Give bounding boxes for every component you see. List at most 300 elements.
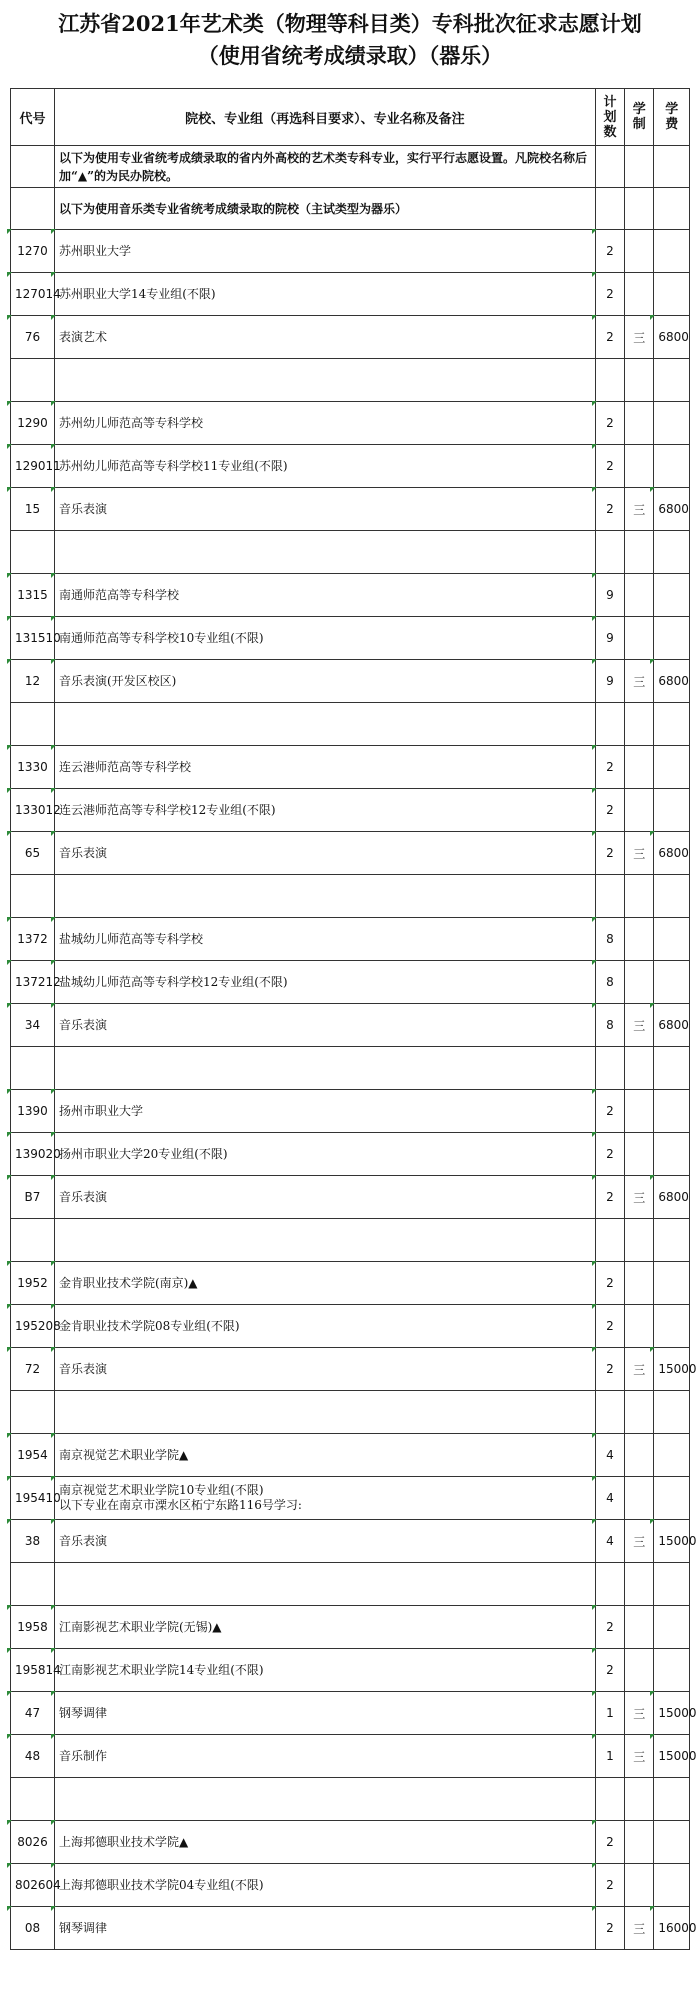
row-fee — [654, 1563, 690, 1606]
row-fee: 6800 — [654, 488, 690, 531]
row-fee — [654, 1305, 690, 1348]
row-fee — [654, 1477, 690, 1520]
row-name-text: 苏州幼儿师范高等专科学校11专业组(不限) — [58, 458, 288, 473]
table-row — [11, 1520, 690, 1563]
header-name: 院校、专业组（再选科目要求）、专业名称及备注 — [54, 89, 595, 146]
row-code: 72 — [11, 1348, 55, 1391]
table-row — [11, 875, 690, 918]
row-plan: 1 — [595, 1735, 624, 1778]
row-plan: 8 — [595, 1004, 624, 1047]
notice-row — [11, 188, 690, 230]
row-name-text: 音乐表演 — [58, 1533, 107, 1548]
row-plan — [595, 1219, 624, 1262]
row-length: 三 — [625, 316, 654, 359]
row-name-text: 音乐表演(开发区校区) — [58, 673, 177, 688]
row-fee — [654, 918, 690, 961]
row-fee — [654, 875, 690, 918]
row-code: 47 — [11, 1692, 55, 1735]
row-name — [54, 832, 595, 875]
row-name — [54, 961, 595, 1004]
row-name — [54, 1004, 595, 1047]
row-name-text: 扬州市职业大学 — [58, 1103, 143, 1118]
row-name-text: 金肯职业技术学院(南京)▲ — [58, 1275, 198, 1290]
table-row — [11, 961, 690, 1004]
row-name-text: 金肯职业技术学院08专业组(不限) — [58, 1318, 240, 1333]
row-plan: 2 — [595, 1821, 624, 1864]
row-length — [625, 703, 654, 746]
row-length — [625, 574, 654, 617]
table-row — [11, 402, 690, 445]
notice-code-cell — [11, 188, 55, 230]
table-row — [11, 660, 690, 703]
row-length: 三 — [625, 1176, 654, 1219]
row-length — [625, 273, 654, 316]
table-row — [11, 1004, 690, 1047]
row-name — [54, 1262, 595, 1305]
row-code — [11, 359, 55, 402]
row-code: 131510 — [11, 617, 55, 660]
header-code: 代号 — [11, 89, 55, 146]
row-note-text: 以下专业在南京市溧水区柘宁东路116号学习: — [58, 1498, 302, 1512]
row-name — [54, 1520, 595, 1563]
row-plan — [595, 875, 624, 918]
row-fee: 6800 — [654, 1176, 690, 1219]
row-name — [54, 1821, 595, 1864]
row-plan: 4 — [595, 1520, 624, 1563]
row-length — [625, 402, 654, 445]
row-fee — [654, 402, 690, 445]
row-plan: 9 — [595, 617, 624, 660]
row-length — [625, 1778, 654, 1821]
row-code: 1315 — [11, 574, 55, 617]
row-length — [625, 1305, 654, 1348]
row-name — [54, 1649, 595, 1692]
row-length — [625, 230, 654, 273]
row-length — [625, 1219, 654, 1262]
row-plan: 9 — [595, 660, 624, 703]
row-code: 08 — [11, 1907, 55, 1950]
row-fee — [654, 1219, 690, 1262]
header-fee — [654, 89, 690, 146]
row-name — [54, 359, 595, 402]
row-plan: 2 — [595, 1348, 624, 1391]
row-fee — [654, 1778, 690, 1821]
row-name-text: 上海邦德职业技术学院▲ — [58, 1834, 189, 1849]
row-length — [625, 1606, 654, 1649]
table-row — [11, 1477, 690, 1520]
row-name-text: 表演艺术 — [58, 329, 107, 344]
row-name — [54, 1219, 595, 1262]
row-plan: 8 — [595, 961, 624, 1004]
notice-code-cell — [11, 146, 55, 188]
row-fee — [654, 1047, 690, 1090]
row-name — [54, 746, 595, 789]
row-fee: 6800 — [654, 832, 690, 875]
row-name — [54, 1735, 595, 1778]
row-name — [54, 1606, 595, 1649]
row-name-text: 南通师范高等专科学校10专业组(不限) — [58, 630, 264, 645]
row-name — [54, 1348, 595, 1391]
row-length — [625, 1477, 654, 1520]
row-length — [625, 1262, 654, 1305]
row-name-text: 苏州职业大学14专业组(不限) — [58, 286, 216, 301]
row-length: 三 — [625, 1735, 654, 1778]
row-fee — [654, 1090, 690, 1133]
row-length — [625, 1391, 654, 1434]
row-name-text: 南通师范高等专科学校 — [58, 587, 179, 602]
row-code: 34 — [11, 1004, 55, 1047]
row-code: 38 — [11, 1520, 55, 1563]
row-name — [54, 1563, 595, 1606]
row-plan — [595, 1391, 624, 1434]
row-name — [54, 1133, 595, 1176]
row-length — [625, 1649, 654, 1692]
row-code: 1270 — [11, 230, 55, 273]
row-name — [54, 1305, 595, 1348]
row-plan: 9 — [595, 574, 624, 617]
table-row — [11, 1047, 690, 1090]
row-name — [54, 574, 595, 617]
row-name — [54, 918, 595, 961]
row-name — [54, 1047, 595, 1090]
row-fee — [654, 746, 690, 789]
row-name — [54, 1864, 595, 1907]
row-plan — [595, 359, 624, 402]
row-name-text: 扬州市职业大学20专业组(不限) — [58, 1146, 228, 1161]
row-name-text: 钢琴调律 — [58, 1705, 107, 1720]
row-code: 133012 — [11, 789, 55, 832]
row-length: 三 — [625, 660, 654, 703]
row-code — [11, 1391, 55, 1434]
row-fee — [654, 1821, 690, 1864]
notice-empty-cell — [625, 146, 654, 188]
row-length — [625, 1133, 654, 1176]
row-name-text: 苏州幼儿师范高等专科学校 — [58, 415, 203, 430]
enrollment-plan-table — [10, 88, 697, 1950]
row-plan: 2 — [595, 832, 624, 875]
row-fee — [654, 703, 690, 746]
row-plan: 2 — [595, 746, 624, 789]
table-row — [11, 1907, 690, 1950]
row-name — [54, 875, 595, 918]
row-code — [11, 1778, 55, 1821]
row-code: 12 — [11, 660, 55, 703]
row-name — [54, 316, 595, 359]
row-code: 65 — [11, 832, 55, 875]
table-row — [11, 789, 690, 832]
row-name — [54, 660, 595, 703]
header-plan-char: 划 — [603, 109, 617, 125]
document-title: 江苏省2021年艺术类（物理等科目类）专科批次征求志愿计划 — [58, 11, 642, 36]
row-code: 195814 — [11, 1649, 55, 1692]
row-plan: 2 — [595, 1864, 624, 1907]
row-length: 三 — [625, 832, 654, 875]
table-row — [11, 1133, 690, 1176]
row-code — [11, 1219, 55, 1262]
row-plan — [595, 531, 624, 574]
notice-empty-cell — [595, 146, 624, 188]
row-code — [11, 1047, 55, 1090]
row-fee: 6800 — [654, 660, 690, 703]
row-plan: 2 — [595, 316, 624, 359]
row-plan: 4 — [595, 1477, 624, 1520]
table-row — [11, 832, 690, 875]
row-code: 195410 — [11, 1477, 55, 1520]
table-row — [11, 531, 690, 574]
table-row — [11, 1305, 690, 1348]
header-fee-char: 费 — [665, 117, 679, 132]
table-row — [11, 230, 690, 273]
row-plan: 2 — [595, 273, 624, 316]
row-name — [54, 488, 595, 531]
row-code: 1330 — [11, 746, 55, 789]
row-fee — [654, 273, 690, 316]
row-code: 48 — [11, 1735, 55, 1778]
row-length — [625, 531, 654, 574]
table-row — [11, 746, 690, 789]
notice-empty-cell — [654, 146, 690, 188]
row-name — [54, 402, 595, 445]
row-plan: 2 — [595, 1262, 624, 1305]
table-row — [11, 316, 690, 359]
header-fee-char: 学 — [665, 102, 679, 117]
row-fee — [654, 1133, 690, 1176]
row-code: 139020 — [11, 1133, 55, 1176]
row-length — [625, 359, 654, 402]
row-plan — [595, 703, 624, 746]
row-name-text: 音乐表演 — [58, 1189, 107, 1204]
row-name — [54, 1090, 595, 1133]
row-fee — [654, 961, 690, 1004]
table-row — [11, 1692, 690, 1735]
row-plan: 1 — [595, 1692, 624, 1735]
row-plan: 2 — [595, 1907, 624, 1950]
row-fee — [654, 531, 690, 574]
row-fee — [654, 789, 690, 832]
row-fee — [654, 1864, 690, 1907]
row-name — [54, 1176, 595, 1219]
row-plan: 2 — [595, 1133, 624, 1176]
table-row — [11, 359, 690, 402]
row-name-text: 钢琴调律 — [58, 1920, 107, 1935]
notice-empty-cell — [595, 188, 624, 230]
row-name — [54, 1434, 595, 1477]
row-length — [625, 445, 654, 488]
row-code: 802604 — [11, 1864, 55, 1907]
row-plan: 2 — [595, 402, 624, 445]
row-code: 1390 — [11, 1090, 55, 1133]
row-length — [625, 1434, 654, 1477]
row-plan: 2 — [595, 1176, 624, 1219]
row-plan: 2 — [595, 789, 624, 832]
row-fee: 6800 — [654, 316, 690, 359]
row-fee — [654, 445, 690, 488]
header-plan — [595, 89, 624, 146]
row-name — [54, 273, 595, 316]
table-row — [11, 918, 690, 961]
table-row — [11, 1821, 690, 1864]
row-code: 195208 — [11, 1305, 55, 1348]
row-length — [625, 1563, 654, 1606]
table-row — [11, 488, 690, 531]
row-name — [54, 703, 595, 746]
row-length: 三 — [625, 1907, 654, 1950]
row-code — [11, 1563, 55, 1606]
row-fee — [654, 574, 690, 617]
row-code: 129011 — [11, 445, 55, 488]
table-row — [11, 703, 690, 746]
row-fee — [654, 230, 690, 273]
row-fee — [654, 359, 690, 402]
row-name-text: 音乐表演 — [58, 501, 107, 516]
row-code: 1958 — [11, 1606, 55, 1649]
row-name-text: 盐城幼儿师范高等专科学校 — [58, 931, 203, 946]
row-length — [625, 789, 654, 832]
row-name-text: 南京视觉艺术职业学院10专业组(不限) — [58, 1483, 264, 1497]
notice-empty-cell — [625, 188, 654, 230]
row-length: 三 — [625, 1004, 654, 1047]
row-length — [625, 875, 654, 918]
row-name — [54, 1907, 595, 1950]
row-code: 8026 — [11, 1821, 55, 1864]
row-length: 三 — [625, 488, 654, 531]
row-name — [54, 230, 595, 273]
row-length: 三 — [625, 1520, 654, 1563]
row-name-text: 连云港师范高等专科学校 — [58, 759, 191, 774]
table-header-row — [11, 89, 690, 146]
table-row — [11, 1090, 690, 1133]
row-name — [54, 789, 595, 832]
row-plan — [595, 1047, 624, 1090]
table-row — [11, 1262, 690, 1305]
table-row — [11, 1176, 690, 1219]
row-code: 137212 — [11, 961, 55, 1004]
row-name-text: 苏州职业大学 — [58, 243, 131, 258]
row-fee: 15000 — [654, 1735, 690, 1778]
notice-row — [11, 146, 690, 188]
table-row — [11, 1434, 690, 1477]
row-plan: 2 — [595, 445, 624, 488]
row-code: 1372 — [11, 918, 55, 961]
header-length-char: 制 — [632, 117, 646, 132]
row-name — [54, 1778, 595, 1821]
row-length — [625, 961, 654, 1004]
row-name — [54, 617, 595, 660]
row-name-text: 音乐表演 — [58, 1361, 107, 1376]
row-fee: 15000 — [654, 1692, 690, 1735]
table-row — [11, 1864, 690, 1907]
row-fee — [654, 1262, 690, 1305]
document-subtitle: （使用省统考成绩录取）（器乐） — [197, 43, 503, 68]
row-plan: 2 — [595, 488, 624, 531]
row-plan: 4 — [595, 1434, 624, 1477]
row-fee: 16000 — [654, 1907, 690, 1950]
row-plan: 2 — [595, 1649, 624, 1692]
header-plan-char: 计 — [603, 94, 617, 110]
row-length — [625, 1864, 654, 1907]
table-row — [11, 1563, 690, 1606]
table-row — [11, 617, 690, 660]
header-plan-char: 数 — [603, 124, 617, 140]
row-plan — [595, 1563, 624, 1606]
row-fee — [654, 617, 690, 660]
table-row — [11, 1649, 690, 1692]
row-name-text: 江南影视艺术职业学院14专业组(不限) — [58, 1662, 264, 1677]
row-fee: 15000 — [654, 1348, 690, 1391]
notice-empty-cell — [654, 188, 690, 230]
row-length: 三 — [625, 1692, 654, 1735]
row-name — [54, 1692, 595, 1735]
row-code — [11, 531, 55, 574]
row-length — [625, 746, 654, 789]
row-length — [625, 918, 654, 961]
row-plan: 2 — [595, 1606, 624, 1649]
row-plan: 2 — [595, 1090, 624, 1133]
row-plan: 2 — [595, 1305, 624, 1348]
row-name-text: 音乐表演 — [58, 845, 107, 860]
table-row — [11, 1735, 690, 1778]
row-code: 15 — [11, 488, 55, 531]
row-name — [54, 531, 595, 574]
row-name-text: 上海邦德职业技术学院04专业组(不限) — [58, 1877, 264, 1892]
row-code: 1954 — [11, 1434, 55, 1477]
row-length — [625, 1821, 654, 1864]
table-row — [11, 1778, 690, 1821]
table-row — [11, 445, 690, 488]
row-name-text: 南京视觉艺术职业学院▲ — [58, 1447, 189, 1462]
row-name — [54, 1391, 595, 1434]
row-name-text: 音乐表演 — [58, 1017, 107, 1032]
header-length — [625, 89, 654, 146]
row-plan — [595, 1778, 624, 1821]
row-length — [625, 1047, 654, 1090]
row-code — [11, 703, 55, 746]
row-code: 76 — [11, 316, 55, 359]
table-row — [11, 574, 690, 617]
header-length-char: 学 — [632, 102, 646, 117]
row-fee — [654, 1391, 690, 1434]
row-fee — [654, 1606, 690, 1649]
row-length: 三 — [625, 1348, 654, 1391]
table-row — [11, 1348, 690, 1391]
row-name — [54, 1477, 595, 1520]
table-row — [11, 1606, 690, 1649]
row-fee: 6800 — [654, 1004, 690, 1047]
row-name — [54, 445, 595, 488]
row-fee — [654, 1649, 690, 1692]
table-row — [11, 273, 690, 316]
notice-text: 以下为使用音乐类专业省统考成绩录取的院校（主试类型为器乐） — [54, 188, 595, 230]
row-code: 1952 — [11, 1262, 55, 1305]
table-row — [11, 1219, 690, 1262]
row-code — [11, 875, 55, 918]
row-code: B7 — [11, 1176, 55, 1219]
row-fee: 15000 — [654, 1520, 690, 1563]
row-plan: 2 — [595, 230, 624, 273]
table-row — [11, 1391, 690, 1434]
row-length — [625, 617, 654, 660]
notice-text: 以下为使用专业省统考成绩录取的省内外高校的艺术类专科专业，实行平行志愿设置。凡院校名称后加“▲”的为民办院校。 — [54, 146, 595, 188]
row-fee — [654, 1434, 690, 1477]
row-name-text: 音乐制作 — [58, 1748, 107, 1763]
row-name-text: 江南影视艺术职业学院(无锡)▲ — [58, 1619, 222, 1634]
row-name-text: 连云港师范高等专科学校12专业组(不限) — [58, 802, 276, 817]
row-code: 127014 — [11, 273, 55, 316]
row-plan: 8 — [595, 918, 624, 961]
row-name-text: 盐城幼儿师范高等专科学校12专业组(不限) — [58, 974, 288, 989]
row-length — [625, 1090, 654, 1133]
row-code: 1290 — [11, 402, 55, 445]
